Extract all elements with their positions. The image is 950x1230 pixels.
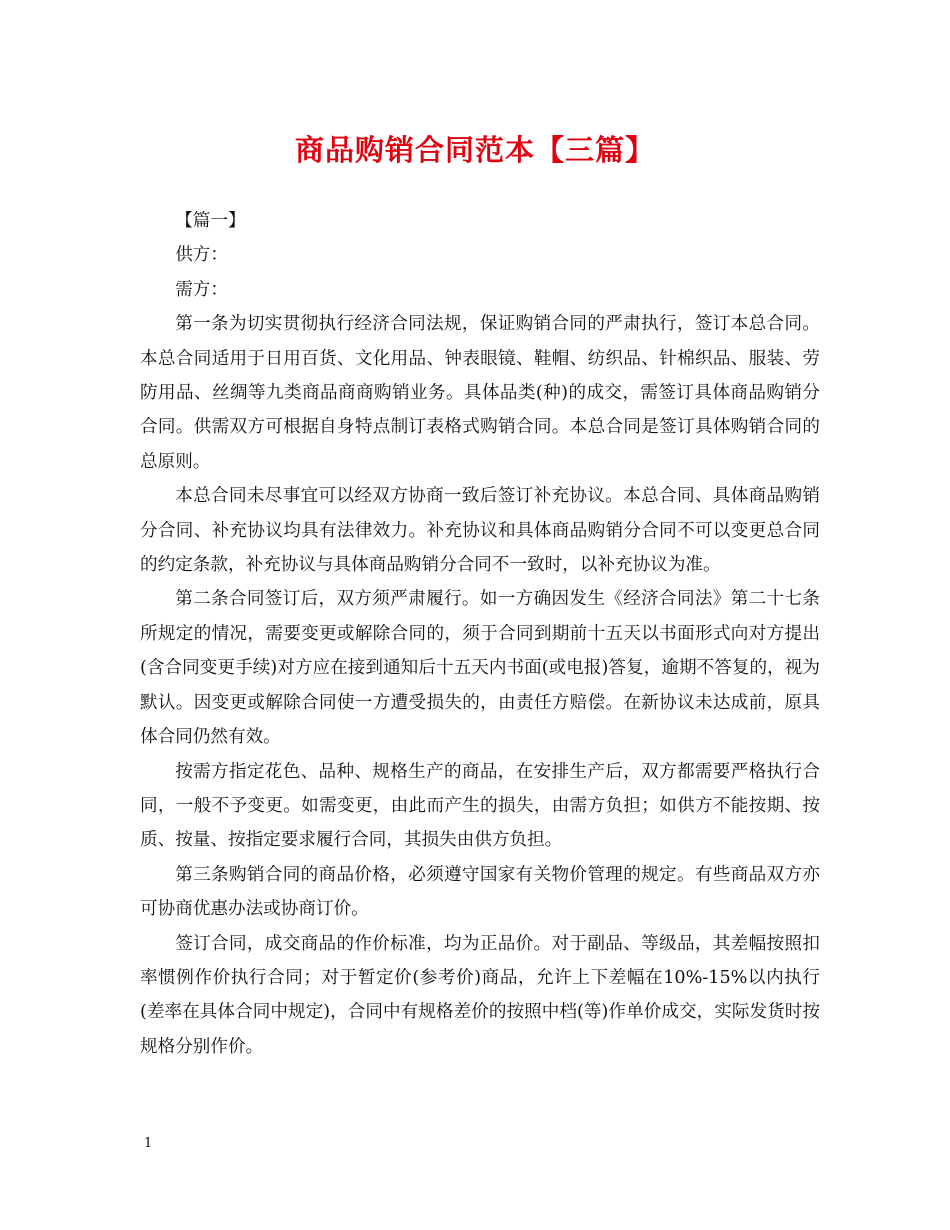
- document-title: 商品购销合同范本【三篇】: [294, 133, 655, 167]
- buyer-line: 需方：: [175, 279, 228, 300]
- paragraph: 第二条合同签订后，双方须严肃履行。如一方确因发生《经济合同法》第二十七条所规定的情况，需要变更或解除合同的，须于合同到期前十五天以书面形式向对方提出(含合同变更手续)对方应在接到通知后十五天内书面(或电报)答复，逾期不答复的，视为默认。因变更或解除合同使一方遭受损失的，由责任方赔偿。在新协议未达成前，原具体合同仍然有效。: [140, 589, 820, 748]
- paragraph: 第一条为切实贯彻执行经济合同法规，保证购销合同的严肃执行，签订本总合同。本总合同适用于日用百货、文化用品、钟表眼镜、鞋帽、纺织品、针棉织品、服装、劳防用品、丝绸等九类商品商商购销业务。具体品类(种)的成交，需签订具体商品购销分合同。供需双方可根据自身特点制订表格式购销合同。本总合同是签订具体购销合同的总原则。: [140, 314, 820, 472]
- section-heading: 【篇一】: [175, 211, 246, 231]
- supplier-line: 供方：: [175, 245, 228, 266]
- page-number: 1: [144, 1136, 153, 1151]
- paragraph: 本总合同未尽事宜可以经双方协商一致后签订补充协议。本总合同、具体商品购销分合同、补充协议均具有法律效力。补充协议和具体商品购销分合同不可以变更总合同的约定条款，补充协议与具体商品购销分合同不一致时，以补充协议为准。: [140, 486, 820, 576]
- paragraph: 签订合同，成交商品的作价标准，均为正品价。对于副品、等级品，其差幅按照扣率惯例作价执行合同；对于暂定价(参考价)商品，允许上下差幅在10%-15%以内执行(差率在具体合同中规定)，合同中有规格差价的按照中档(等)作单价成交，实际发货时按规格分别作价。: [140, 933, 820, 1057]
- paragraph: 第三条购销合同的商品价格，必须遵守国家有关物价管理的规定。有些商品双方亦可协商优惠办法或协商订价。: [140, 864, 820, 920]
- document-body: [140, 204, 820, 1064]
- paragraph: 按需方指定花色、品种、规格生产的商品，在安排生产后，双方都需要严格执行合同，一般不予变更。如需变更，由此而产生的损失，由需方负担；如供方不能按期、按质、按量、按指定要求履行合同，其损失由供方负担。: [140, 761, 820, 851]
